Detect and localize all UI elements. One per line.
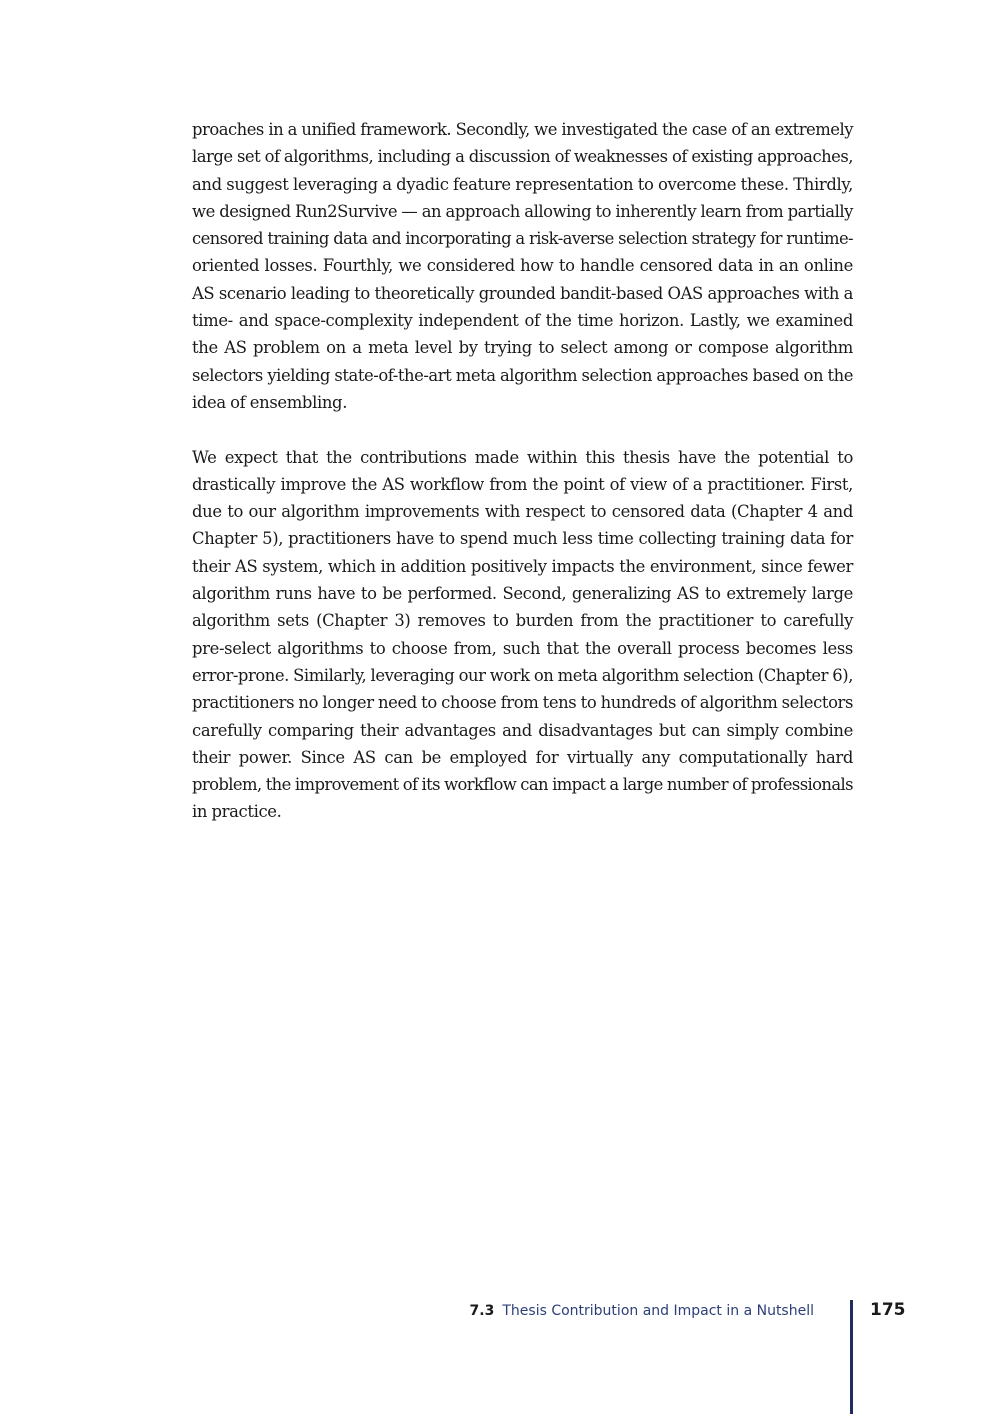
running-header — [470, 1300, 814, 1322]
text-line: their AS system, which in addition positively impacts the environment, since fewer — [192, 556, 853, 576]
footer-divider — [850, 1300, 853, 1414]
text-line: idea of ensembling. — [192, 392, 348, 412]
section-title: Thesis Contribution and Impact in a Nutshell — [502, 1303, 814, 1319]
text-line: large set of algorithms, including a discussion of weaknesses of existing approaches, — [192, 147, 853, 167]
body-text — [192, 116, 853, 826]
text-line: pre-select algorithms to choose from, such that the overall process becomes less — [192, 638, 853, 658]
text-line: time- and space-complexity independent of the time horizon. Lastly, we examined — [192, 311, 853, 331]
text-line: oriented losses. Fourthly, we considered how to handle censored data in an online — [192, 256, 853, 276]
text-line: problem, the improvement of its workflow can impact a large number of professionals — [192, 775, 853, 795]
paragraph-gap — [192, 416, 853, 443]
text-line: We expect that the contributions made within this thesis have the potential to — [192, 447, 853, 467]
text-line: AS scenario leading to theoretically grounded bandit-based OAS approaches with a — [192, 283, 853, 303]
text-line: due to our algorithm improvements with respect to censored data (Chapter 4 and — [192, 502, 853, 522]
text-line: practitioners no longer need to choose from tens to hundreds of algorithm selectors — [192, 693, 853, 713]
page-number: 175 — [870, 1300, 906, 1320]
text-line: error-prone. Similarly, leveraging our work on meta algorithm selection (Chapter 6), — [192, 665, 853, 685]
paragraph-2 — [192, 444, 853, 826]
text-line: and suggest leveraging a dyadic feature representation to overcome these. Thirdly, — [192, 174, 853, 194]
text-line: censored training data and incorporating a risk-averse selection strategy for runtime- — [192, 229, 853, 249]
paragraph-1 — [192, 116, 853, 416]
text-line: selectors yielding state-of-the-art meta algorithm selection approaches based on the — [192, 365, 853, 385]
text-line: in practice. — [192, 802, 282, 822]
text-line: Chapter 5), practitioners have to spend much less time collecting training data for — [192, 529, 853, 549]
text-line: we designed Run2Survive — an approach allowing to inherently learn from partially — [192, 201, 853, 221]
text-line: algorithm runs have to be performed. Second, generalizing AS to extremely large — [192, 584, 853, 604]
text-line: drastically improve the AS workflow from the point of view of a practitioner. First, — [192, 474, 853, 494]
section-number: 7.3 — [469, 1303, 495, 1319]
text-line: carefully comparing their advantages and disadvantages but can simply combine — [192, 720, 853, 740]
text-line: the AS problem on a meta level by trying to select among or compose algorithm — [192, 338, 853, 358]
text-line: their power. Since AS can be employed for virtually any computationally hard — [192, 747, 853, 767]
text-line: algorithm sets (Chapter 3) removes to burden from the practitioner to carefully — [192, 611, 853, 631]
text-line: proaches in a unified framework. Secondly, we investigated the case of an extremely — [192, 120, 853, 139]
